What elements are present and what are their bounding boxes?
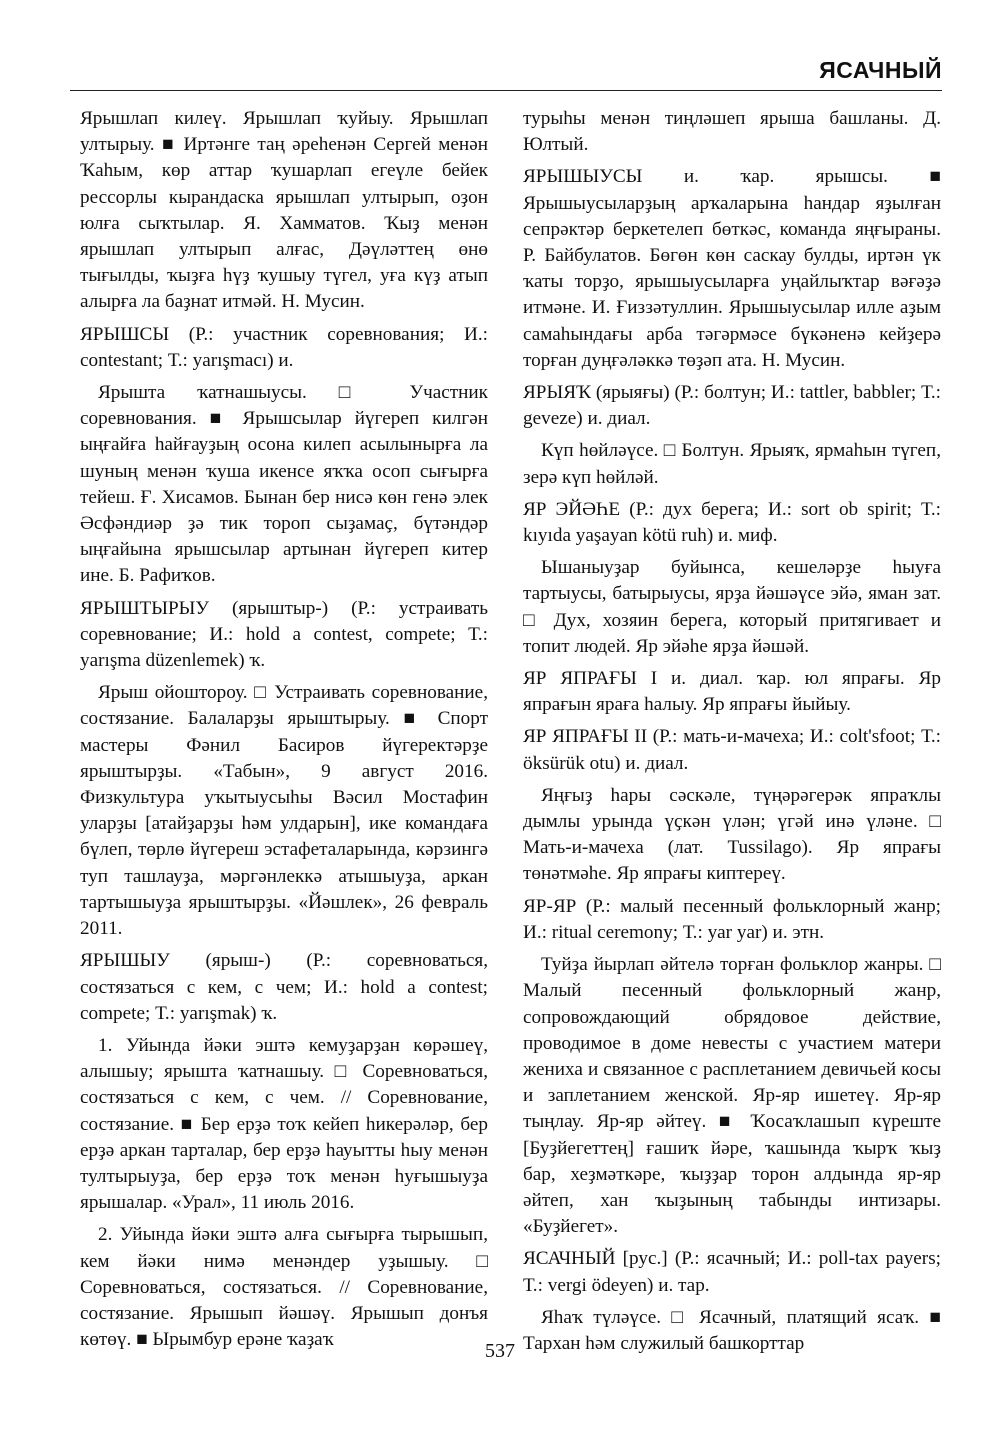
right-column (523, 106, 941, 1363)
entry-text: Күп һөйләүсе. □ Болтун. Ярыяҡ, ярмаһын түгеп, зерә күп һөйләй. (523, 440, 941, 488)
entry-text: 1. Уйында йәки эштә кемуҙарҙан көрәшеү, алышыу; ярышта ҡатнашыу. □ Соревноваться, состязаться с кем, с чем. // Соревнование, состязание. ■ Бер ерҙә тоҡ кейеп һикерәләр, бер ерҙә аркан тарталар, бер ерҙә һауытты һыу менән тултырыуҙа, бер ерҙә тоҡ менән һуғышыуҙа ярышалар. «Урал», 11 июль 2016. (80, 1034, 488, 1214)
header-rule (70, 90, 942, 91)
entry-text: Ярышлап килеү. Ярышлап ҡуйыу. Ярышлап ултырыу. ■ Иртәнге таң әреһенән Сергей менән Ҡаһым, көр аттар ҡушарлап егеүле бейек рессорлы кырандаска ярышлап ултырып, оҙон юлға сыҡтылар. Я. Хамматов. Ҡыҙ менән ярышлап ултырып алғас, Дәүләттең өнө тығылды, ҡыҙға һүҙ ҡушыу түгел, уға күҙ атып алырға ла баҙнат итмәй. Н. Мусин. (80, 108, 488, 313)
page-number: 537 (485, 1340, 515, 1362)
entry-text: Ышаныуҙар буйынса, кешеләрҙе һыуға тартыусы, батырыусы, ярҙа йәшәүсе эйә, яман зат. □ Дух, хозяин берега, который притягивает и топит людей. Яр эйәһе ярҙа йәшәй. (523, 557, 941, 657)
entry-head: ЯРЫШТЫРЫУ (ярыштыр-) (Р.: устраивать соревнование; И.: hold a contest, compete; Т.: yarışma düzenlemek) ҡ. (80, 597, 488, 672)
entry-text: Ярышта ҡатнашыусы. □ Участник соревнования. ■ Ярышсылар йүгереп килгән ыңғайға һайғауҙың осона килеп асылынырға ла шуның менән ҡуша икенсе яҡҡа осоп сығырға тейеш. Ғ. Хисамов. Бынан бер нисә көн генә элек Әсфәндиәр ҙә тик тороп сыҙамаҫ, бүтәндәр ыңғайына ярышсылар артынан йүгереп китер ине. Б. Рафиҡов. (80, 382, 488, 587)
entry-text: турыһы менән тиңләшеп ярыша башланы. Д. Юлтый. (523, 108, 941, 156)
entry-head: ЯСАЧНЫЙ [рус.] (Р.: ясачный; И.: poll-tax payers; Т.: vergi ödeyen) и. тар. (523, 1248, 941, 1296)
entry-text: Яңғыҙ һары сәскәле, түңәрәгерәк япраҡлы дымлы урында үҫкән үлән; үгәй инә үләне. □ Мать-и-мачеха (лат. Tussilago). Яр япрағы төнәтмәһе. Яр япрағы киптереү. (523, 784, 941, 885)
entry-head: ЯР ЯПРАҒЫ II (Р.: мать-и-мачеха; И.: colt'sfoot; Т.: öksürük otu) и. диал. (523, 726, 941, 774)
entry-text: Туйҙа йырлап әйтелә торған фольклор жанры. □ Малый песенный фольклорный жанр, сопровождающий обрядовое действие, проводимое в доме невесты с участием матери жениха и связанное с расплетанием девичьей косы и заплетанием женской. Яр-яр ишетеү. Яр-яр тыңлау. Яр-яр әйтеү. ■ Ҡосаҡлашып күреште [Буҙйегеттең] ғашиҡ йәре, ҡашында ҡырҡ ҡыҙ бар, хеҙмәткәре, ҡыҙҙар торон алдында яр-яр әйтеп, хан ҡыҙының табынды интизары. «Буҙйегет». (523, 954, 941, 1238)
entry-head: ЯР-ЯР (Р.: малый песенный фольклорный жанр; И.: ritual ceremony; Т.: yar yar) и. этн. (523, 895, 941, 943)
entry-head: ЯРЫШСЫ (Р.: участник соревнования; И.: contestant; Т.: yarışmacı) и. (80, 323, 488, 371)
entry-head: ЯР ЭЙӘҺЕ (Р.: дух берега; И.: sort ob spirit; Т.: kıyıda yaşayan kötü ruh) и. миф. (523, 498, 941, 547)
left-column (80, 106, 488, 1359)
running-head: ЯСАЧНЫЙ (819, 57, 942, 83)
entry-text: 2. Уйында йәки эштә алға сығырға тырышып, кем йәки нимә менәндер уҙышыу. □ Соревноваться, состязаться. // Соревнование, состязание. Ярышып йәшәү. Ярышып донъя көтөү. ■ Ырымбур ерәне ҡаҙаҡ (80, 1224, 488, 1351)
entry-text: Яһаҡ түләүсе. □ Ясачный, платящий ясаҡ. ■ Тархан һәм служилый башкорттар (523, 1306, 941, 1354)
entry-head: ЯРЫШЫУ (ярыш-) (Р.: соревноваться, состязаться с кем, с чем; И.: hold a contest; compete; Т.: yarışmak) ҡ. (80, 950, 488, 1024)
entry-head: ЯРЫШЫУСЫ и. ҡар. ярышсы. ■ Ярышыусыларҙың арҡаларына һандар яҙылған сепрәктәр беркетелеп бөткәс, команда яңғыраны. Р. Байбулатов. Бөгөн көн саскау булды, иртән үк ҡаты торҙо, ярышыусыларға уңайлыҡтар вәғәҙә итмәне. И. Ғиззәтуллин. Ярышыусылар илле аҙым самаһындағы арба тәгәрмәсе бүкәненә кейҙерә торған дуңғәләккә төҙәп ата. Н. Мусин. (523, 166, 941, 371)
entry-text: Ярыш ойоштороу. □ Устраивать соревнование, состязание. Балаларҙы ярыштырыу. ■ Спорт мастеры Фәнил Басиров йүгеректәрҙе ярыштырҙы. «Табын», 9 август 2016. Физкультура уҡытыусыһы Вәсил Мостафин уларҙы [атайҙарҙы һәм улдарын], ике командаға бүлеп, төрлө йүгереш эстафеталарында, кәрзингә туп ташлауҙа, мәргәнлеккә атышыуҙа, аркан тартышыуҙа ярыштырҙы. «Йәшлек», 26 февраль 2011. (80, 682, 488, 940)
entry-head: ЯРЫЯҠ (ярыяғы) (Р.: болтун; И.: tattler, babbler; Т.: geveze) и. диал. (523, 382, 941, 430)
entry-head: ЯР ЯПРАҒЫ I и. диал. ҡар. юл япрағы. Яр япрағын яраға һалыу. Яр япрағы йыйыу. (523, 668, 941, 716)
